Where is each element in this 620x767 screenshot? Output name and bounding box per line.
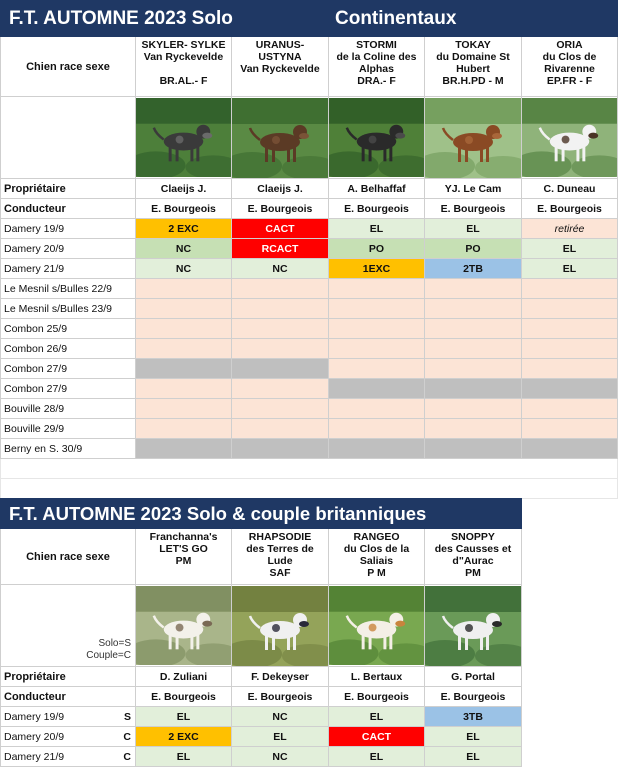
result-cell (522, 379, 618, 399)
result-cell (329, 279, 425, 299)
dog-name-2 (232, 529, 329, 585)
result-cell (425, 359, 522, 379)
epagneul-photo (522, 98, 617, 177)
result-cell (136, 359, 232, 379)
result-cell: EL (522, 239, 618, 259)
empty-cell (522, 707, 618, 727)
result-row (1, 339, 618, 359)
result-row (1, 239, 618, 259)
dog-name-line4: EP.FR - F (546, 75, 593, 87)
result-cell: EL (522, 259, 618, 279)
result-cell (329, 359, 425, 379)
handler-value: E. Bourgeois (232, 687, 329, 707)
result-cell (425, 319, 522, 339)
empty-cell (522, 667, 618, 687)
dog-name-line3: Hubert (456, 63, 490, 75)
result-cell (522, 319, 618, 339)
event-date-label: Le Mesnil s/Bulles 23/9 (1, 299, 136, 319)
solo-couple-type: S (123, 710, 131, 723)
handler-value: E. Bourgeois (136, 199, 232, 219)
owner-value: A. Belhaffaf (329, 179, 425, 199)
owner-label: Propriétaire (1, 667, 136, 687)
result-cell (329, 319, 425, 339)
dog-photo-cell (232, 585, 329, 667)
result-cell (329, 419, 425, 439)
result-row (1, 359, 618, 379)
red-braque-photo (425, 98, 521, 178)
result-row (1, 439, 618, 459)
result-cell: EL (329, 219, 425, 239)
pointer-orange-photo (329, 586, 424, 665)
solo-couple-type: C (123, 750, 131, 763)
result-cell (522, 299, 618, 319)
result-cell (329, 399, 425, 419)
dog-photo-cell (425, 97, 522, 179)
event-date-label: Damery 21/9 (1, 259, 136, 279)
dog-name-line3: Lude (267, 555, 293, 567)
result-cell: 2TB (425, 259, 522, 279)
english-setter-photo (232, 586, 328, 666)
result-cell (232, 379, 329, 399)
handler-value: E. Bourgeois (425, 199, 522, 219)
britanniques-table (0, 498, 618, 767)
result-row (1, 279, 618, 299)
chien-race-sexe-label: Chien race sexe (1, 529, 136, 585)
result-cell: EL (329, 707, 425, 727)
owner-value: YJ. Le Cam (425, 179, 522, 199)
empty-cell (522, 687, 618, 707)
table1-title-spacer (522, 1, 618, 37)
drahthaar-photo (329, 98, 424, 177)
event-date-label: Combon 27/9 (1, 359, 136, 379)
event-date-label: Berny en S. 30/9 (1, 439, 136, 459)
result-row (1, 727, 618, 747)
result-cell: 2 EXC (136, 219, 232, 239)
empty-row (1, 479, 618, 499)
result-cell: 2 EXC (136, 727, 232, 747)
result-cell (329, 339, 425, 359)
event-date-text: Damery 20/9 (4, 730, 65, 743)
empty-cell (522, 585, 618, 667)
result-cell: EL (425, 747, 522, 767)
dog-name-line4: DRA.- F (357, 75, 396, 87)
dog-name-line1: RHAPSODIE (248, 531, 312, 543)
owner-value: Claeijs J. (136, 179, 232, 199)
result-cell: EL (136, 747, 232, 767)
result-cell: retirée (522, 219, 618, 239)
event-date-label (1, 747, 136, 767)
event-date-label: Bouville 29/9 (1, 419, 136, 439)
dog-name-line3: Rivarenne (544, 63, 595, 75)
owner-value: F. Dekeyser (232, 667, 329, 687)
dog-photo-cell (329, 585, 425, 667)
solo-couple-type: C (123, 730, 131, 743)
dog-photo-cell (136, 585, 232, 667)
result-row (1, 299, 618, 319)
handler-value: E. Bourgeois (136, 687, 232, 707)
result-cell (232, 439, 329, 459)
dog-name-line2: des Terres de (246, 543, 314, 555)
handler-value: E. Bourgeois (329, 199, 425, 219)
dog-name-line2: USTYNA (258, 51, 302, 63)
dog-name-line1: Franchanna's (149, 531, 218, 543)
result-row (1, 747, 618, 767)
result-row (1, 707, 618, 727)
dog-photo-cell (232, 97, 329, 179)
result-cell (232, 359, 329, 379)
table2-title: F.T. AUTOMNE 2023 Solo & couple britanniques (1, 499, 522, 529)
result-cell (329, 299, 425, 319)
result-cell: EL (329, 747, 425, 767)
dog-photo-cell (329, 97, 425, 179)
result-row (1, 379, 618, 399)
handler-value: E. Bourgeois (522, 199, 618, 219)
handler-label: Conducteur (1, 687, 136, 707)
result-cell (522, 439, 618, 459)
result-cell (232, 299, 329, 319)
result-cell (522, 399, 618, 419)
result-cell (425, 299, 522, 319)
dog-name-line1: SKYLER- SYLKE (141, 39, 226, 51)
result-cell (232, 399, 329, 419)
result-cell (136, 439, 232, 459)
owner-label: Propriétaire (1, 179, 136, 199)
handler-label: Conducteur (1, 199, 136, 219)
result-cell: NC (232, 259, 329, 279)
result-cell (329, 439, 425, 459)
dog-name-line1: TOKAY (455, 39, 491, 51)
dog-name-line3: Saliais (359, 555, 394, 567)
result-cell: EL (232, 727, 329, 747)
result-cell: NC (232, 707, 329, 727)
result-row (1, 399, 618, 419)
empty-row (1, 459, 618, 479)
empty-cell (522, 727, 618, 747)
table1-title-category: Continentaux (329, 1, 522, 37)
english-pointer-photo (136, 586, 231, 665)
dog-name-line3: Van Ryckevelde (240, 63, 320, 75)
result-cell (522, 419, 618, 439)
result-cell: EL (136, 707, 232, 727)
result-cell (425, 399, 522, 419)
result-cell (232, 279, 329, 299)
result-cell (136, 379, 232, 399)
empty-cell (522, 747, 618, 767)
owner-value: C. Duneau (522, 179, 618, 199)
event-date-label: Damery 20/9 (1, 239, 136, 259)
result-cell: PO (329, 239, 425, 259)
dog-name-2 (232, 37, 329, 97)
dog-name-line1: STORMI (356, 39, 397, 51)
result-cell: CACT (329, 727, 425, 747)
result-row (1, 219, 618, 239)
dog-name-line4 (136, 567, 231, 579)
handler-value: E. Bourgeois (329, 687, 425, 707)
result-row (1, 259, 618, 279)
dog-name-line3: d"Aurac (452, 555, 494, 567)
result-cell (136, 399, 232, 419)
result-cell: RCACT (232, 239, 329, 259)
dog-name-line1: URANUS- (255, 39, 305, 51)
event-date-text: Damery 19/9 (4, 710, 65, 723)
result-cell: NC (136, 239, 232, 259)
dog-photo-cell (522, 97, 618, 179)
dog-name-line4: BR.H.PD - M (442, 75, 504, 87)
dog-name-line3 (136, 63, 231, 75)
dog-name-3 (329, 529, 425, 585)
result-cell (425, 279, 522, 299)
result-cell: 1EXC (329, 259, 425, 279)
result-cell: 3TB (425, 707, 522, 727)
owner-value: Claeijs J. (232, 179, 329, 199)
table1-title: F.T. AUTOMNE 2023 Solo (1, 1, 329, 37)
dog-name-line4: BR.AL.- F (159, 75, 208, 87)
dog-name-line4 (232, 75, 328, 87)
owner-value: L. Bertaux (329, 667, 425, 687)
result-cell: EL (425, 219, 522, 239)
event-date-text: Damery 21/9 (4, 750, 65, 763)
title-gap (522, 499, 618, 529)
result-cell: EL (425, 727, 522, 747)
dog-photo-cell (425, 585, 522, 667)
dog-photo-cell (136, 97, 232, 179)
result-cell: NC (136, 259, 232, 279)
empty-cell (522, 529, 618, 585)
photo-row-label (1, 97, 136, 179)
event-date-label (1, 707, 136, 727)
result-cell (425, 339, 522, 359)
result-cell (232, 339, 329, 359)
result-cell (136, 419, 232, 439)
result-cell (232, 419, 329, 439)
pointer-black-photo (425, 586, 521, 666)
result-cell: PO (425, 239, 522, 259)
dog-name-line2: LET'S GO (159, 543, 208, 555)
dog-name-1 (136, 529, 232, 585)
dog-name-line2: du Clos de la (343, 543, 410, 555)
dog-name-line1: ORIA (556, 39, 583, 51)
chien-race-sexe-label: Chien race sexe (1, 37, 136, 97)
result-cell (136, 339, 232, 359)
result-cell (425, 439, 522, 459)
event-date-label: Le Mesnil s/Bulles 22/9 (1, 279, 136, 299)
brown-pointer-photo (232, 98, 328, 178)
dark-roan-pointer-photo (136, 98, 231, 177)
result-cell (425, 419, 522, 439)
result-cell (522, 339, 618, 359)
dog-name-3 (329, 37, 425, 97)
dog-name-line4: SAF (269, 567, 291, 579)
result-cell: CACT (232, 219, 329, 239)
result-cell (232, 319, 329, 339)
result-cell (136, 299, 232, 319)
dog-name-1 (136, 37, 232, 97)
event-date-label: Combon 25/9 (1, 319, 136, 339)
dog-name-4 (425, 37, 522, 97)
legend-couple: Couple=C (86, 650, 131, 661)
owner-value: D. Zuliani (136, 667, 232, 687)
owner-value: G. Portal (425, 667, 522, 687)
result-cell: NC (232, 747, 329, 767)
result-cell (136, 279, 232, 299)
dog-name-line2: de la Coline des (336, 51, 417, 63)
dog-name-line4: PM (465, 567, 481, 579)
result-cell (425, 379, 522, 399)
handler-value: E. Bourgeois (425, 687, 522, 707)
event-date-label: Damery 19/9 (1, 219, 136, 239)
dog-name-line2: du Clos de (542, 51, 597, 63)
result-cell (522, 279, 618, 299)
result-cell (522, 359, 618, 379)
solo-couple-legend (1, 585, 136, 667)
result-cell (136, 319, 232, 339)
dog-name-line2: Van Ryckevelde (143, 51, 224, 63)
dog-name-line2: du Domaine St (436, 51, 510, 63)
dog-name-line2: des Causses et (434, 543, 512, 555)
result-row (1, 419, 618, 439)
result-row (1, 319, 618, 339)
dog-name-line3: Alphas (358, 63, 394, 75)
event-date-label: Bouville 28/9 (1, 399, 136, 419)
event-date-label (1, 727, 136, 747)
dog-name-line1: SNOPPY (451, 531, 495, 543)
legend-solo: Solo=S (98, 638, 131, 649)
dog-name-line3: PM (175, 555, 192, 567)
event-date-label: Combon 27/9 (1, 379, 136, 399)
dog-name-line4: P M (367, 567, 386, 579)
dog-name-line1: RANGEO (353, 531, 400, 543)
event-date-label: Combon 26/9 (1, 339, 136, 359)
dog-name-4 (425, 529, 522, 585)
dog-name-5 (522, 37, 618, 97)
handler-value: E. Bourgeois (232, 199, 329, 219)
result-cell (329, 379, 425, 399)
